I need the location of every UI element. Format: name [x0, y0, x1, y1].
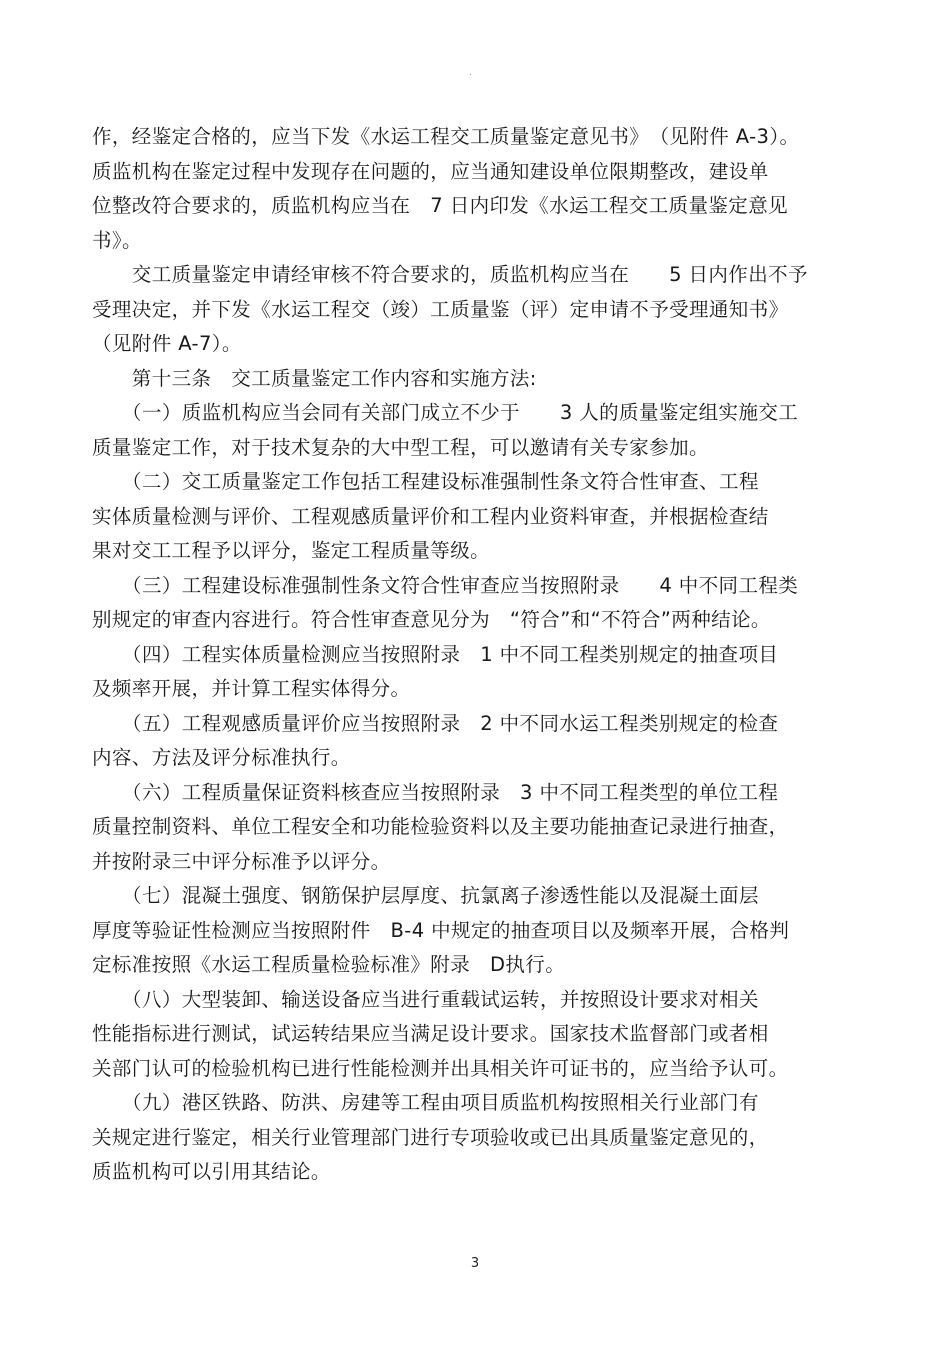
text-line: （五）工程观感质量评价应当按照附录 2 中不同水运工程类别规定的检查	[92, 711, 779, 735]
text-line: （八）大型装卸、输送设备应当进行重载试运转，并按照设计要求对相关	[92, 987, 759, 1011]
text-line: 书》。	[92, 228, 142, 252]
text-line: （七）混凝土强度、钢筋保护层厚度、抗氯离子渗透性能以及混凝土面层	[92, 884, 759, 907]
text-line: 作，经鉴定合格的，应当下发《水运工程交工质量鉴定意见书》 （见附件 A-3）。	[92, 125, 800, 148]
header-mark: .	[469, 68, 472, 78]
text-line: （一）质监机构应当会同有关部门成立不少于 3 人的质量鉴定组实施交工	[92, 401, 799, 424]
text-line: 位整改符合要求的，质监机构应当在 7 日内印发《水运工程交工质量鉴定意见	[92, 194, 789, 217]
text-line: 交工质量鉴定申请经审核不符合要求的，质监机构应当在 5 日内作出不予	[92, 263, 808, 286]
text-line: 关规定进行鉴定，相关行业管理部门进行专项验收或已出具质量鉴定意见的，	[92, 1125, 769, 1149]
text-line: 定标准按照《水运工程质量检验标准》附录 D执行。	[92, 953, 566, 976]
text-line: 别规定的审查内容进行。符合性审查意见分为 “符合”和“不符合”两种结论。	[92, 608, 771, 631]
text-line: 质量鉴定工作，对于技术复杂的大中型工程，可以邀请有关专家参加。	[92, 435, 709, 459]
text-line: 质监机构在鉴定过程中发现存在问题的，应当通知建设单位限期整改，建设单	[92, 159, 769, 183]
text-line: 质量控制资料、单位工程安全和功能检验资料以及主要功能抽查记录进行抽查，	[92, 815, 789, 838]
text-line: 第十三条 交工质量鉴定工作内容和实施方法:	[92, 366, 537, 390]
text-line: 性能指标进行测试，试运转结果应当满足设计要求。国家技术监督部门或者相	[92, 1022, 769, 1045]
text-line: 关部门认可的检验机构已进行性能检测并出具相关许可证书的，应当给予认可。	[92, 1056, 789, 1080]
text-line: （三）工程建设标准强制性条文符合性审查应当按照附录 4 中不同工程类	[92, 573, 799, 597]
text-line: 质监机构可以引用其结论。	[92, 1160, 331, 1183]
text-line: 内容、方法及评分标准执行。	[92, 746, 351, 769]
text-line: 厚度等验证性检测应当按照附件 B-4 中规定的抽查项目以及频率开展，合格判	[92, 918, 790, 942]
text-line: 实体质量检测与评价、工程观感质量评价和工程内业资料审查，并根据检查结	[92, 504, 769, 528]
text-line: 及频率开展，并计算工程实体得分。	[92, 677, 411, 700]
page-number: 3	[470, 1256, 480, 1271]
text-line: （见附件 A-7）。	[92, 332, 242, 355]
body-text	[92, 120, 872, 1190]
text-line: 受理决定，并下发《水运工程交（竣）工质量鉴（评）定申请不予受理通知书》	[92, 297, 789, 321]
text-line: （六）工程质量保证资料核查应当按照附录 3 中不同工程类型的单位工程	[92, 780, 779, 804]
text-line: 并按附录三中评分标准予以评分。	[92, 849, 391, 873]
text-line: （九）港区铁路、防洪、房建等工程由项目质监机构按照相关行业部门有	[92, 1091, 759, 1114]
text-line: （四）工程实体质量检测应当按照附录 1 中不同工程类别规定的抽查项目	[92, 642, 779, 666]
text-line: 果对交工工程予以评分，鉴定工程质量等级。	[92, 539, 491, 562]
text-line: （二）交工质量鉴定工作包括工程建设标准强制性条文符合性审查、工程	[92, 470, 759, 493]
